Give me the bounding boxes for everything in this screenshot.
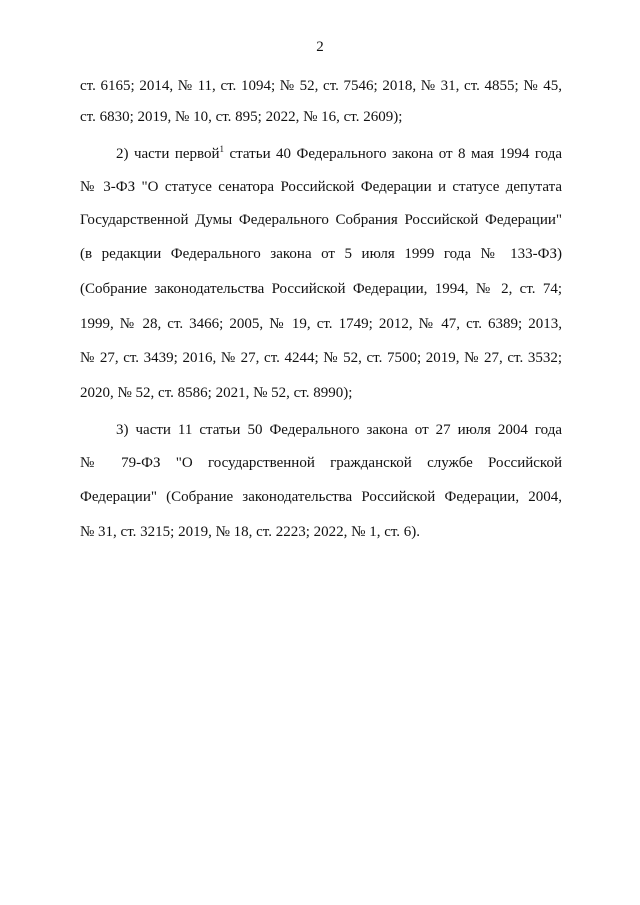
text-line: (в редакции Федерального закона от 5 июля 1999 года № 133-ФЗ) — [80, 246, 562, 262]
text-line: ст. 6165; 2014, № 11, ст. 1094; № 52, ст. 7546; 2018, № 31, ст. 4855; № 45, — [80, 78, 562, 94]
text-line: № 3-ФЗ "О статусе сенатора Российской Федерации и статусе депутата — [80, 179, 562, 195]
text-line: (Собрание законодательства Российской Федерации, 1994, № 2, ст. 74; — [80, 281, 562, 297]
text-line: 3) части 11 статьи 50 Федерального закона от 27 июля 2004 года — [116, 422, 562, 438]
text-line: Государственной Думы Федерального Собрания Российской Федерации" — [80, 212, 562, 228]
text-line: 1999, № 28, ст. 3466; 2005, № 19, ст. 1749; 2012, № 47, ст. 6389; 2013, — [80, 316, 562, 332]
footnote-superscript: 1 — [219, 144, 225, 154]
text-line: 2020, № 52, ст. 8586; 2021, № 52, ст. 8990); — [80, 385, 353, 401]
page-number: 2 — [316, 39, 324, 55]
text-fragment: статьи 40 Федерального закона от 8 мая 1994 года — [224, 146, 562, 162]
text-line: № 79-ФЗ "О государственной гражданской службе Российской — [80, 455, 562, 471]
text-fragment: 2) части первой — [116, 146, 220, 162]
text-line: Федерации" (Собрание законодательства Российской Федерации, 2004, — [80, 489, 562, 505]
text-line: № 31, ст. 3215; 2019, № 18, ст. 2223; 2022, № 1, ст. 6). — [80, 524, 421, 540]
text-line — [116, 143, 562, 165]
text-line: ст. 6830; 2019, № 10, ст. 895; 2022, № 16, ст. 2609); — [80, 109, 403, 125]
text-line: № 27, ст. 3439; 2016, № 27, ст. 4244; № 52, ст. 7500; 2019, № 27, ст. 3532; — [80, 350, 562, 366]
